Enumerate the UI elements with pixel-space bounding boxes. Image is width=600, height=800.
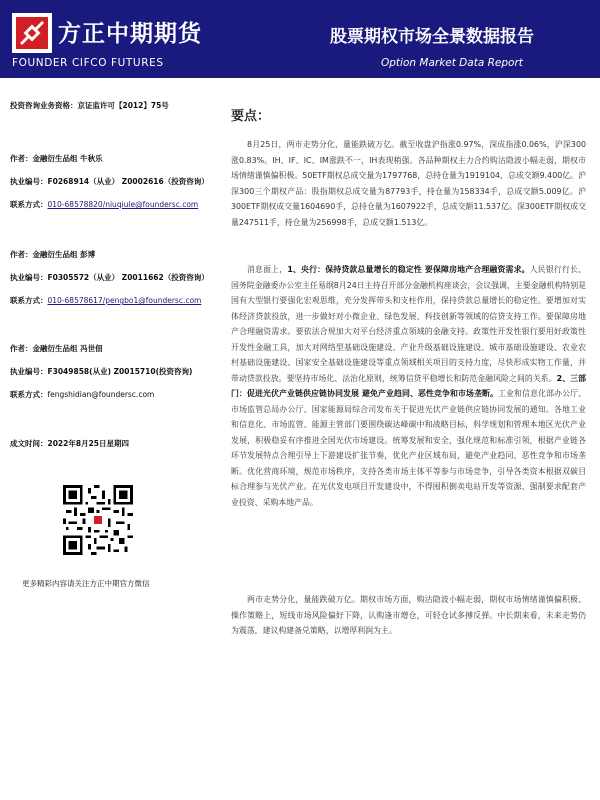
author-2-name: 作者：金融衍生品组 彭博 (10, 250, 96, 259)
qr-caption: 更多精彩内容请关注方正中期官方微信 (22, 579, 150, 588)
author-1-contact-link[interactable]: 010-68578820/niuqiule@foundersc.com (47, 200, 199, 209)
author-1-name: 作者：金融衍生品组 牛秋乐 (10, 154, 103, 163)
date-line: 成文时间：2022年8月25日星期四 (10, 439, 130, 448)
wechat-qr-code-icon (63, 485, 133, 555)
author-3-license: 执业编号：F3049858(从业) Z0015710(投资咨询) (10, 367, 193, 376)
key-points-title: 要点： (231, 109, 271, 124)
author-3-contact (10, 389, 154, 400)
logo-english-name: FOUNDER CIFCO FUTURES (12, 57, 164, 69)
contact-label: 联系方式： (10, 296, 48, 305)
author-2-contact (10, 295, 201, 306)
market-summary-paragraph: 8月25日，两市走势分化，量能跌破万亿。截至收盘沪指涨0.97%，深成指涨0.06%，沪深300涨0.83%。IH、IF、IC、IM涨跌不一，IH表现稍强。各品种期权主力合约购沽隐波小幅走弱，期权市场情绪谨慎偏积极。50ETF期权总成交量为1797768，总持仓量为1919104，总成交额9.400亿。沪深300三个期权产品：股指期权总成交量为87793手，持仓量为158334手，总成交额5.009亿。沪300ETF期权成交量1604690手，总持仓量为1607922手，总成交额11.537亿。深300ETF期权成交量247511手，持仓量为256998手，总成交额1.513亿。 (231, 140, 586, 227)
founder-logo-mark-icon (12, 13, 52, 53)
logo-chinese-name: 方正中期期货 (58, 21, 202, 47)
news-body-2: 工业和信息化部办公厅、市场监管总局办公厅、国家能源局综合司发布关于促进光伏产业链供应链协同发展的通知。各地工业和信息化、市场监管、能源主管部门要围绕碳达峰碳中和战略目标，科学规划和管理本地区光伏产业发展，积极稳妥有序推进全国光伏市场建设。统筹发展和安全，强化规范和标准引领，根据产业链各环节发展特点合理引导上下游建设扩张节奏，优化产业区域布局，避免产业趋同、恶性竞争和市场垄断。优化营商环境，规范市场秩序，支持各类市场主体平等参与市场竞争，引导各类资本根据双碳目标合理参与光伏产业。在光伏发电项目开发建设中，不得囤积倒卖电站开发等资源、强制要求配套产业投资、采购本地产品。 (231, 389, 586, 507)
author-3-contact-value: fengshidian@foundersc.com (47, 390, 155, 399)
contact-label: 联系方式： (10, 390, 48, 399)
author-3-name: 作者：金融衍生品组 冯世佃 (10, 344, 103, 353)
news-paragraph (231, 262, 586, 510)
founder-logo (12, 13, 224, 68)
author-1-license: 执业编号：F0268914（从业） Z0002616（投资咨询） (10, 177, 209, 186)
strategy-paragraph: 两市走势分化，量能跌破万亿。期权市场方面，购沽隐波小幅走弱，期权市场情绪谨慎偏积极、操作策略上，短线市场风险偏好下降，认购逢市增仓，可轻仓试多搏反弹。中长期来看，未来走势仍为震荡，建议构建备兑策略，以增厚利润为主。 (231, 595, 586, 635)
author-2-license: 执业编号：F0305572（从业） Z0011662（投资咨询） (10, 273, 209, 282)
news-intro: 消息面上， (247, 265, 288, 274)
news-body-1: 人民银行行长、国务院金融委办公室主任易纲8月24日主持召开部分金融机构座谈会，会议强调，主要金融机构特别是国有大型银行要强化宏观思维，充分发挥带头和支柱作用，保持贷款总量增长的稳定性。要增加对实体经济贷款投放，进一步做好对小微企业、绿色发展、科技创新等领域的信贷支持工作。要保障房地产合理融资需求。要依法合规加大对平台经济重点领域的金融支持。政策性开发性银行要用好政策性开发性金融工具，加大对网络型基础设施建设、产业升级基础设施建设、城市基础设施建设、农业农村基础设施建设、国家安全基础设施建设等重点领域相关项目的支持力度，尽快形成实物工作量，并带动贷款投放。要坚持市场化、法治化原则，统筹信贷平稳增长和防范金融风险之间的关系。 (231, 265, 586, 383)
news-headline-2: 2、三部门：促进光伏产业链供应链协同发展 避免产业趋同、恶性竞争和市场垄断。 (231, 373, 586, 398)
report-subtitle: Option Market Data Report (381, 57, 523, 69)
author-1-contact (10, 199, 198, 210)
report-header (0, 0, 600, 78)
qualification-line: 投资咨询业务资格：京证监许可【2012】75号 (10, 101, 169, 110)
report-title: 股票期权市场全景数据报告 (330, 27, 534, 47)
news-headline-1: 1、央行：保持贷款总量增长的稳定性 要保障房地产合理融资需求。 (287, 265, 530, 274)
contact-label: 联系方式： (10, 200, 48, 209)
author-2-contact-link[interactable]: 010-68578617/pengbo1@foundersc.com (47, 296, 202, 305)
